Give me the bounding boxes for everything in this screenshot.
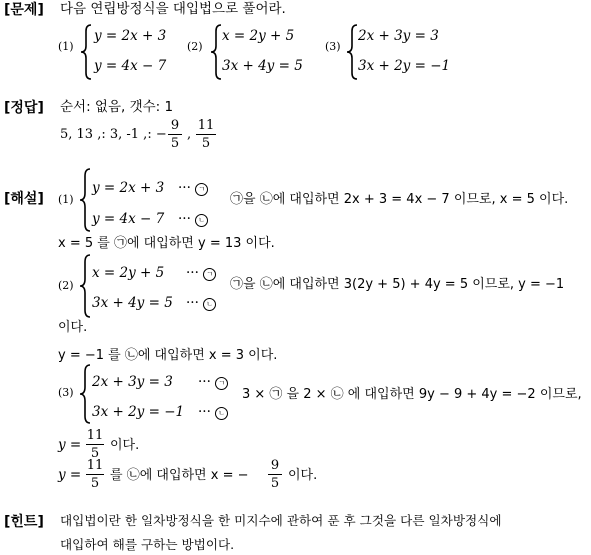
ellipsis: ··· <box>178 211 191 227</box>
explanation-3-final-fraction-2 <box>268 459 282 490</box>
brace-icon <box>79 364 91 424</box>
hint-line-2: 대입하여 해를 구하는 방법이다. <box>60 537 235 552</box>
brace-icon <box>79 168 91 232</box>
circled-nieun-icon: ㄴ <box>195 214 208 227</box>
problem-system-2-number: (2) <box>187 40 203 53</box>
equation-marker-1 <box>186 267 216 281</box>
explanation-system-2-eq1: x = 2y + 5 <box>92 265 165 281</box>
explanation-label: [해설] <box>4 191 44 207</box>
problem-system-1-eq2: y = 4x − 7 <box>94 58 167 74</box>
ellipsis: ··· <box>178 180 191 196</box>
brace-icon <box>346 24 358 80</box>
brace-icon <box>210 24 222 80</box>
answer-fraction-1 <box>168 119 182 150</box>
problem-system-2-eq2: 3x + 4y = 5 <box>222 58 303 74</box>
explanation-3-final-prefix: y = <box>58 467 82 483</box>
ellipsis: ··· <box>186 295 199 311</box>
explanation-system-1-eq1: y = 2x + 3 <box>92 180 165 196</box>
problem-instruction: 다음 연립방정식을 대입법으로 풀어라. <box>60 1 286 17</box>
explanation-system-1-eq2: y = 4x − 7 <box>92 211 165 227</box>
problem-system-2-eq1: x = 2y + 5 <box>222 28 295 44</box>
answer-comma: , <box>187 127 192 142</box>
fraction-denominator: 5 <box>201 136 211 151</box>
equation-marker-2 <box>186 297 216 311</box>
circled-nieun-icon: ㄴ <box>215 407 228 420</box>
explanation-3-final-fraction-1 <box>86 459 104 490</box>
answer-label: [정답] <box>4 100 44 116</box>
explanation-3-y-prefix: y = <box>58 437 82 453</box>
fraction-denominator: 5 <box>90 446 100 461</box>
explanation-3-y-fraction <box>86 429 104 460</box>
explanation-3-y-suffix: 이다. <box>110 438 140 453</box>
problem-system-3-number: (3) <box>325 40 341 53</box>
explanation-system-3-number: (3) <box>58 386 74 399</box>
equation-marker-2 <box>178 213 208 227</box>
brace-icon <box>80 24 92 80</box>
explanation-2-next: y = −1 를 ㉡에 대입하면 x = 3 이다. <box>58 348 278 363</box>
ellipsis: ··· <box>186 265 199 281</box>
circled-nieun-icon: ㄴ <box>203 298 216 311</box>
problem-system-3-eq1: 2x + 3y = 3 <box>358 28 439 44</box>
fraction-numerator: 11 <box>197 118 215 133</box>
circled-giyeok-icon: ㄱ <box>215 377 228 390</box>
fraction-denominator: 5 <box>90 476 100 491</box>
explanation-system-1-number: (1) <box>58 193 74 206</box>
explanation-3-final-suffix: 이다. <box>288 468 318 483</box>
problem-label: [문제] <box>4 2 44 18</box>
equation-marker-1 <box>198 376 228 390</box>
hint-label: [힌트] <box>4 514 44 530</box>
fraction-numerator: 9 <box>270 458 280 473</box>
circled-giyeok-icon: ㄱ <box>195 183 208 196</box>
explanation-3-text: 3 × ㉠ 을 2 × ㉡ 에 대입하면 9y − 9 + 4y = −2 이므로, <box>242 387 582 402</box>
brace-icon <box>79 254 91 318</box>
equation-marker-1 <box>178 182 208 196</box>
answer-fraction-2 <box>196 119 216 150</box>
fraction-numerator: 9 <box>170 118 180 133</box>
explanation-1-text: ㉠을 ㉡에 대입하면 2x + 3 = 4x − 7 이므로, x = 5 이다. <box>230 192 569 207</box>
answer-order-count: 순서: 없음, 갯수: 1 <box>60 99 174 115</box>
fraction-denominator: 5 <box>270 476 280 491</box>
explanation-2-wrap: 이다. <box>58 320 88 335</box>
explanation-1-next: x = 5 를 ㉠에 대입하면 y = 13 이다. <box>58 236 275 251</box>
ellipsis: ··· <box>198 404 211 420</box>
fraction-denominator: 5 <box>170 136 180 151</box>
answer-values: 5, 13 ,: 3, -1 ,: − <box>60 127 167 142</box>
problem-system-1-number: (1) <box>58 40 74 53</box>
ellipsis: ··· <box>198 374 211 390</box>
fraction-numerator: 11 <box>86 428 104 443</box>
explanation-2-text: ㉠을 ㉡에 대입하면 3(2y + 5) + 4y = 5 이므로, y = −1 <box>230 277 565 292</box>
problem-system-3-eq2: 3x + 2y = −1 <box>358 58 451 74</box>
explanation-system-3-eq2: 3x + 2y = −1 <box>92 404 185 420</box>
hint-line-1: 대입법이란 한 일차방정식을 한 미지수에 관하여 푼 후 그것을 다른 일차방정식에 <box>60 513 502 528</box>
explanation-system-2-number: (2) <box>58 279 74 292</box>
fraction-numerator: 11 <box>86 458 104 473</box>
equation-marker-2 <box>198 406 228 420</box>
explanation-system-2-eq2: 3x + 4y = 5 <box>92 295 173 311</box>
explanation-3-final-mid: 를 ㉡에 대입하면 x = − <box>110 468 249 483</box>
problem-system-1-eq1: y = 2x + 3 <box>94 28 167 44</box>
circled-giyeok-icon: ㄱ <box>203 268 216 281</box>
explanation-system-3-eq1: 2x + 3y = 3 <box>92 374 173 390</box>
